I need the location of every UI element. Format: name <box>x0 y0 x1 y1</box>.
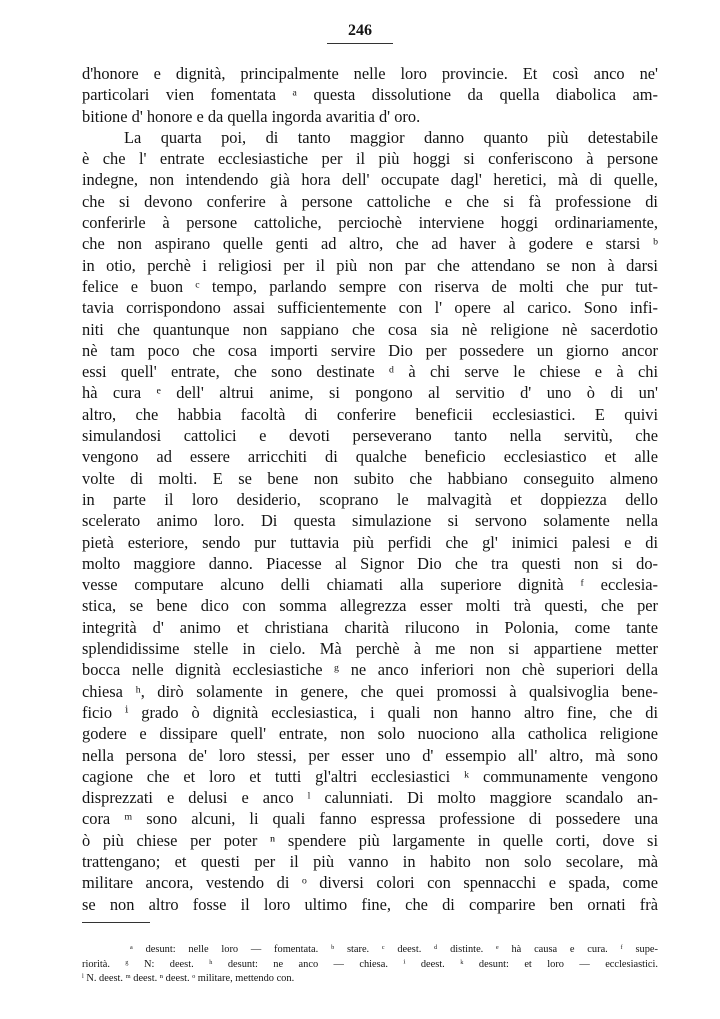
footnotes <box>82 943 658 987</box>
text-line: militare ancora, vestendo di ᵒ diversi colori con spennacchi e spada, come <box>82 873 658 893</box>
text-line: è che l' entrate ecclesiastiche per il più hoggi si conferiscono à persone <box>82 149 658 169</box>
body-text <box>82 63 658 915</box>
text-line: hà cura ᵉ dell' altrui anime, si pongono al servitio d' uno ò di un' <box>82 383 658 403</box>
text-line: vengono ad essere arricchiti di qualche beneficio ecclesiastico et alle <box>82 447 658 467</box>
text-line: in parte il loro desiderio, scoprano le malvagità et doppiezza dello <box>82 489 658 509</box>
text-line: se non altro fosse il loro ultimo fine, che di comparire ben ornati frà <box>82 894 658 914</box>
text-line: La quarta poi, di tanto maggior danno quanto più detestabile <box>124 127 658 147</box>
text-line: cagione che et loro et tutti gl'altri ecclesiastici ᵏ communamente vengono <box>82 766 658 786</box>
text-line: particolari vien fomentata ᵃ questa dissolutione da quella diabolica am- <box>82 85 658 105</box>
text-line: nè tam poco che cosa importi servire Dio per possedere un giorno ancor <box>82 340 658 360</box>
footnote-rule <box>82 922 150 923</box>
text-line: molto maggiore danno. Piacesse al Signor Dio che tra questi non si do- <box>82 553 658 573</box>
footnote-line: riorità. ᵍ N: deest. ʰ desunt: ne anco — chiesa. ⁱ deest. ᵏ desunt: et loro — ecclesiastici. <box>82 958 658 970</box>
page-number: 246 <box>348 22 372 39</box>
text-line: stica, se bene dico con somma allegrezza esser molti trà questi, che per <box>82 596 658 616</box>
text-line: felice e buon ᶜ tempo, parlando sempre con riserva de molti che pur tut- <box>82 276 658 296</box>
text-line: disprezzati e delusi e anco ˡ calunniati. Di molto maggiore scandalo an- <box>82 788 658 808</box>
footnote-line: ˡ N. deest. ᵐ deest. ⁿ deest. ᵒ militare, mettendo con. <box>82 973 295 984</box>
text-line: bocca nelle dignità ecclesiastiche ᵍ ne anco inferiori non chè superiori della <box>82 660 658 680</box>
text-line: godere e dissipare quell' entrate, non solo nuociono alla catholica religione <box>82 724 658 744</box>
text-line: vesse computare alcuno delli chiamati alla superiore dignità ᶠ ecclesia- <box>82 575 658 595</box>
text-line: volte di molti. E se bene non subito che habbiano conseguito almeno <box>82 468 658 488</box>
text-line: ficio ⁱ grado ò dignità ecclesiastica, i quali non hanno altro fine, che di <box>82 702 658 722</box>
text-line: in otio, perchè i religiosi per il più non par che attendano se non à darsi <box>82 255 658 275</box>
text-line: cora ᵐ sono alcuni, li quali fanno espressa professione di possedere una <box>82 809 658 829</box>
text-line: niti che quantunque non sappiano che cosa sia nè religione nè sacerdotio <box>82 319 658 339</box>
page-number-rule <box>327 43 393 44</box>
text-line: tavia corrispondono assai sufficientemente con l' opere al carico. Sono infi- <box>82 298 658 318</box>
text-line: scelerato animo loro. Di questa simulazione si servono solamente nella <box>82 511 658 531</box>
text-line: trattengano; et questi per il più vanno in habito non solo secolare, mà <box>82 851 658 871</box>
text-line: ò più chiese per poter ⁿ spendere più largamente in quelle corti, dove si <box>82 830 658 850</box>
footnote-line: ᵃ desunt: nelle loro — fomentata. ᵇ stare. ᶜ deest. ᵈ distinte. ᵉ hà causa e cura. ᶠ supe- <box>130 944 658 955</box>
text-line: simulandosi cattolici e devoti perseverano tanto nella servitù, che <box>82 426 658 446</box>
text-line: integrità d' animo et christiana charità rilucono in Polonia, come tante <box>82 617 658 637</box>
text-line: altro, che habbia facoltà di conferire beneficii ecclesiastici. E quivi <box>82 404 658 424</box>
text-line: splendidissime stelle in cielo. Mà perchè à me non si appartiene metter <box>82 639 658 659</box>
text-line: che si devono conferire à persone cattoliche e che si fà professione di <box>82 191 658 211</box>
text-line: conferirle à persone cattoliche, perciochè interviene hoggi ordinariamente, <box>82 213 658 233</box>
text-line: che non aspirano quelle genti ad altro, che ad haver à godere e starsi ᵇ <box>82 234 658 254</box>
text-line: d'honore e dignità, principalmente nelle loro provincie. Et così anco ne' <box>82 64 658 83</box>
text-line: indegne, non intendendo già hora dell' occupate dagl' heretici, mà di quelle, <box>82 170 658 190</box>
text-line: bitione d' honore e da quella ingorda avaritia d' oro. <box>82 106 421 126</box>
text-line: essi quell' entrate, che sono destinate ᵈ à chi serve le chiese e à chi <box>82 362 658 382</box>
text-line: pietà esteriore, sendo pur tuttavia più perfidi che gl' inimici palesi e di <box>82 532 658 552</box>
text-line: chiesa ʰ, dirò solamente in genere, che quei promossi à qualsivoglia bene- <box>82 681 658 701</box>
text-line: nella persona de' loro stessi, per esser uno d' essempio all' altro, mà sono <box>82 745 658 765</box>
